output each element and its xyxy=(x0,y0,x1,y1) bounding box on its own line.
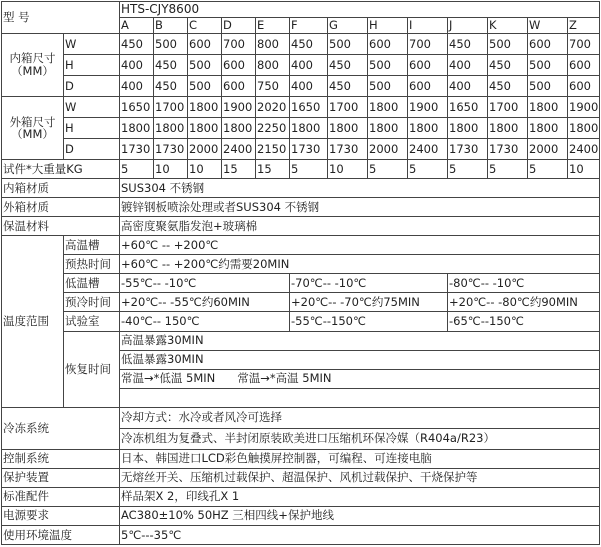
model-letter: D xyxy=(222,18,256,34)
value-cell: 1800 xyxy=(528,97,568,118)
model-letter: I xyxy=(408,18,448,34)
low-tank-label: 低温槽 xyxy=(64,274,120,293)
value-cell: 600 xyxy=(368,34,408,55)
value-cell: 450 xyxy=(328,76,368,97)
value-cell: 2020 xyxy=(256,97,290,118)
inner-size-label xyxy=(2,34,64,97)
inner-material-label: 内箱材质 xyxy=(2,179,120,198)
precool-value: +20℃-- -70℃约75MIN xyxy=(290,293,448,312)
value-cell: 1730 xyxy=(328,139,368,160)
inner-material-row xyxy=(2,179,600,198)
value-cell: 600 xyxy=(568,76,600,97)
value-cell: 600 xyxy=(408,76,448,97)
value-cell: 800 xyxy=(256,34,290,55)
dim-label: W xyxy=(64,97,120,118)
value-cell: 2400 xyxy=(568,139,600,160)
value-cell: 450 xyxy=(488,55,528,76)
spec-table xyxy=(1,1,600,545)
model-letter: K xyxy=(488,18,528,34)
value-cell: 1900 xyxy=(408,97,448,118)
recovery-line: 低温暴露30MIN xyxy=(120,350,600,369)
value-cell: 10 xyxy=(328,160,368,179)
outer-size-label xyxy=(2,97,64,160)
test-chamber-row xyxy=(2,312,600,331)
high-tank-row xyxy=(2,236,600,255)
temp-range-label: 温度范围 xyxy=(2,236,64,407)
model-letter: W xyxy=(528,18,568,34)
value-cell: 2150 xyxy=(256,139,290,160)
value-cell: 1800 xyxy=(188,97,222,118)
test-chamber-value: -65℃--150℃ xyxy=(448,312,600,331)
value-cell: 500 xyxy=(528,76,568,97)
value-cell: 5 xyxy=(368,160,408,179)
value-cell: 450 xyxy=(154,76,188,97)
inner-size-row-d xyxy=(2,76,600,97)
value-cell: 15 xyxy=(222,160,256,179)
value-cell: 5 xyxy=(290,160,328,179)
value-cell: 2400 xyxy=(408,139,448,160)
value-cell: 1650 xyxy=(290,97,328,118)
dim-label: W xyxy=(64,34,120,55)
value-cell: 1800 xyxy=(368,118,408,139)
recovery-line: 常温→*低温 5MIN 常温→*高温 5MIN xyxy=(120,369,600,388)
value-cell: 600 xyxy=(188,34,222,55)
precool-label: 预冷时间 xyxy=(64,293,120,312)
value-cell: 5 xyxy=(528,160,568,179)
accessories-row xyxy=(2,487,600,506)
value-cell: 500 xyxy=(528,55,568,76)
value-cell: 450 xyxy=(290,34,328,55)
precool-row xyxy=(2,293,600,312)
value-cell: 1650 xyxy=(120,97,154,118)
outer-size-label-line1: 外箱尺寸 xyxy=(9,114,56,129)
high-tank-value: +60℃ -- +200℃ xyxy=(120,236,600,255)
recovery-row-1 xyxy=(2,331,600,350)
value-cell: 800 xyxy=(256,55,290,76)
value-cell: 2000 xyxy=(368,139,408,160)
preheat-value: +60℃ -- +200℃约需要20MIN xyxy=(120,255,600,274)
preheat-row xyxy=(2,255,600,274)
inner-material-value: SUS304 不锈钢 xyxy=(120,179,600,198)
power-row xyxy=(2,506,600,525)
precool-value: +20℃-- -55℃约60MIN xyxy=(120,293,290,312)
value-cell: 1800 xyxy=(568,118,600,139)
value-cell: 10 xyxy=(568,160,600,179)
refrigeration-line: 冷却方式：水冷或者风冷可选择 xyxy=(120,407,600,428)
dim-label: H xyxy=(64,55,120,76)
value-cell: 500 xyxy=(188,55,222,76)
value-cell: 10 xyxy=(188,160,222,179)
test-chamber-value: -55℃--150℃ xyxy=(290,312,448,331)
value-cell: 1800 xyxy=(448,118,488,139)
value-cell: 1800 xyxy=(528,118,568,139)
value-cell: 1700 xyxy=(154,97,188,118)
model-letter: F xyxy=(290,18,328,34)
value-cell: 500 xyxy=(368,76,408,97)
value-cell: 700 xyxy=(408,34,448,55)
value-cell: 5 xyxy=(408,160,448,179)
environment-value: 5℃---35℃ xyxy=(120,525,600,544)
value-cell: 600 xyxy=(528,34,568,55)
value-cell: 500 xyxy=(488,34,528,55)
test-chamber-label: 试验室 xyxy=(64,312,120,331)
test-chamber-value: -40℃-- 150℃ xyxy=(120,312,290,331)
value-cell: 400 xyxy=(448,55,488,76)
refrigeration-line: 冷冻机组为复叠式、半封闭原装欧美进口压缩机环保冷媒（R404a/R23） xyxy=(120,428,600,449)
value-cell: 1800 xyxy=(120,118,154,139)
model-letter: Z xyxy=(568,18,600,34)
value-cell: 450 xyxy=(488,76,528,97)
accessories-value: 样品架X 2，印线孔X 1 xyxy=(120,487,600,506)
low-tank-value: -80℃-- -10℃ xyxy=(448,274,600,293)
value-cell: 2250 xyxy=(256,118,290,139)
power-label: 电源要求 xyxy=(2,506,120,525)
control-row xyxy=(2,449,600,468)
insulation-value: 高密度聚氨脂发泡+玻璃棉 xyxy=(120,217,600,236)
dim-label: H xyxy=(64,118,120,139)
value-cell: 10 xyxy=(154,160,188,179)
value-cell: 5 xyxy=(448,160,488,179)
value-cell: 400 xyxy=(290,55,328,76)
refrigeration-label: 冷冻系统 xyxy=(2,407,120,449)
value-cell: 2000 xyxy=(528,139,568,160)
value-cell: 1730 xyxy=(120,139,154,160)
value-cell: 400 xyxy=(120,76,154,97)
model-letter: G xyxy=(328,18,368,34)
model-letter: E xyxy=(256,18,290,34)
value-cell: 1800 xyxy=(408,118,448,139)
value-cell: 1800 xyxy=(222,118,256,139)
outer-size-row-d xyxy=(2,139,600,160)
model-label: 型 号 xyxy=(2,2,120,34)
protection-value: 无熔丝开关、压缩机过载保护、超温保护、风机过载保护、干烧保护等 xyxy=(120,468,600,487)
outer-material-value: 镀锌钢板喷涂处理或者SUS304 不锈钢 xyxy=(120,198,600,217)
value-cell: 450 xyxy=(328,55,368,76)
refrigeration-row-1 xyxy=(2,407,600,428)
value-cell: 1900 xyxy=(222,97,256,118)
value-cell: 5 xyxy=(120,160,154,179)
preheat-label: 预热时间 xyxy=(64,255,120,274)
dim-label: D xyxy=(64,76,120,97)
value-cell: 400 xyxy=(448,76,488,97)
model-letter: C xyxy=(188,18,222,34)
value-cell: 450 xyxy=(448,34,488,55)
model-letter: H xyxy=(368,18,408,34)
value-cell: 1700 xyxy=(488,97,528,118)
value-cell: 1800 xyxy=(328,118,368,139)
value-cell: 1650 xyxy=(448,97,488,118)
inner-size-label-line2: （MM） xyxy=(11,64,54,79)
high-tank-label: 高温槽 xyxy=(64,236,120,255)
value-cell: 2400 xyxy=(222,139,256,160)
value-cell: 500 xyxy=(368,55,408,76)
max-weight-label: 试件*大重量KG xyxy=(2,160,120,179)
outer-size-row-w xyxy=(2,97,600,118)
value-cell: 1700 xyxy=(328,97,368,118)
protection-row xyxy=(2,468,600,487)
power-value: AC380±10% 50HZ 三相四线+保护地线 xyxy=(120,506,600,525)
dim-label: D xyxy=(64,139,120,160)
recovery-label: 恢复时间 xyxy=(64,331,120,407)
value-cell: 600 xyxy=(222,76,256,97)
model-letter: A xyxy=(120,18,154,34)
value-cell: 450 xyxy=(154,55,188,76)
value-cell: 5 xyxy=(488,160,528,179)
value-cell: 1730 xyxy=(488,139,528,160)
value-cell: 1800 xyxy=(290,118,328,139)
value-cell: 700 xyxy=(568,34,600,55)
value-cell: 600 xyxy=(222,55,256,76)
outer-material-label: 外箱材质 xyxy=(2,198,120,217)
value-cell: 2000 xyxy=(188,139,222,160)
model-row xyxy=(2,2,600,18)
value-cell: 750 xyxy=(256,76,290,97)
insulation-row xyxy=(2,217,600,236)
control-label: 控制系统 xyxy=(2,449,120,468)
value-cell: 1800 xyxy=(368,97,408,118)
max-weight-row xyxy=(2,160,600,179)
value-cell: 1900 xyxy=(568,97,600,118)
environment-row xyxy=(2,525,600,544)
value-cell: 700 xyxy=(222,34,256,55)
inner-size-label-line1: 内箱尺寸 xyxy=(9,51,56,66)
recovery-empty xyxy=(120,388,600,407)
value-cell: 15 xyxy=(256,160,290,179)
recovery-line: 高温暴露30MIN xyxy=(120,331,600,350)
outer-material-row xyxy=(2,198,600,217)
outer-size-label-line2: （MM） xyxy=(11,127,54,142)
value-cell: 600 xyxy=(408,55,448,76)
protection-label: 保护装置 xyxy=(2,468,120,487)
inner-size-row-w xyxy=(2,34,600,55)
value-cell: 500 xyxy=(328,34,368,55)
model-name: HTS-CJY8600 xyxy=(120,2,600,18)
insulation-label: 保温材料 xyxy=(2,217,120,236)
value-cell: 450 xyxy=(120,34,154,55)
model-letter: B xyxy=(154,18,188,34)
low-tank-row xyxy=(2,274,600,293)
control-value: 日本、韩国进口LCD彩色触摸屏控制器，可编程、可连接电脑 xyxy=(120,449,600,468)
low-tank-value: -70℃-- -10℃ xyxy=(290,274,448,293)
model-letter: J xyxy=(448,18,488,34)
value-cell: 1730 xyxy=(154,139,188,160)
value-cell: 400 xyxy=(290,76,328,97)
value-cell: 1800 xyxy=(154,118,188,139)
value-cell: 500 xyxy=(154,34,188,55)
accessories-label: 标准配件 xyxy=(2,487,120,506)
inner-size-row-h xyxy=(2,55,600,76)
value-cell: 1800 xyxy=(188,118,222,139)
value-cell: 400 xyxy=(120,55,154,76)
low-tank-value: -55℃-- -10℃ xyxy=(120,274,290,293)
outer-size-row-h xyxy=(2,118,600,139)
value-cell: 600 xyxy=(568,55,600,76)
environment-label: 使用环境温度 xyxy=(2,525,120,544)
value-cell: 1800 xyxy=(488,118,528,139)
value-cell: 1730 xyxy=(290,139,328,160)
precool-value: +20℃-- -80℃约90MIN xyxy=(448,293,600,312)
value-cell: 500 xyxy=(188,76,222,97)
value-cell: 1730 xyxy=(448,139,488,160)
